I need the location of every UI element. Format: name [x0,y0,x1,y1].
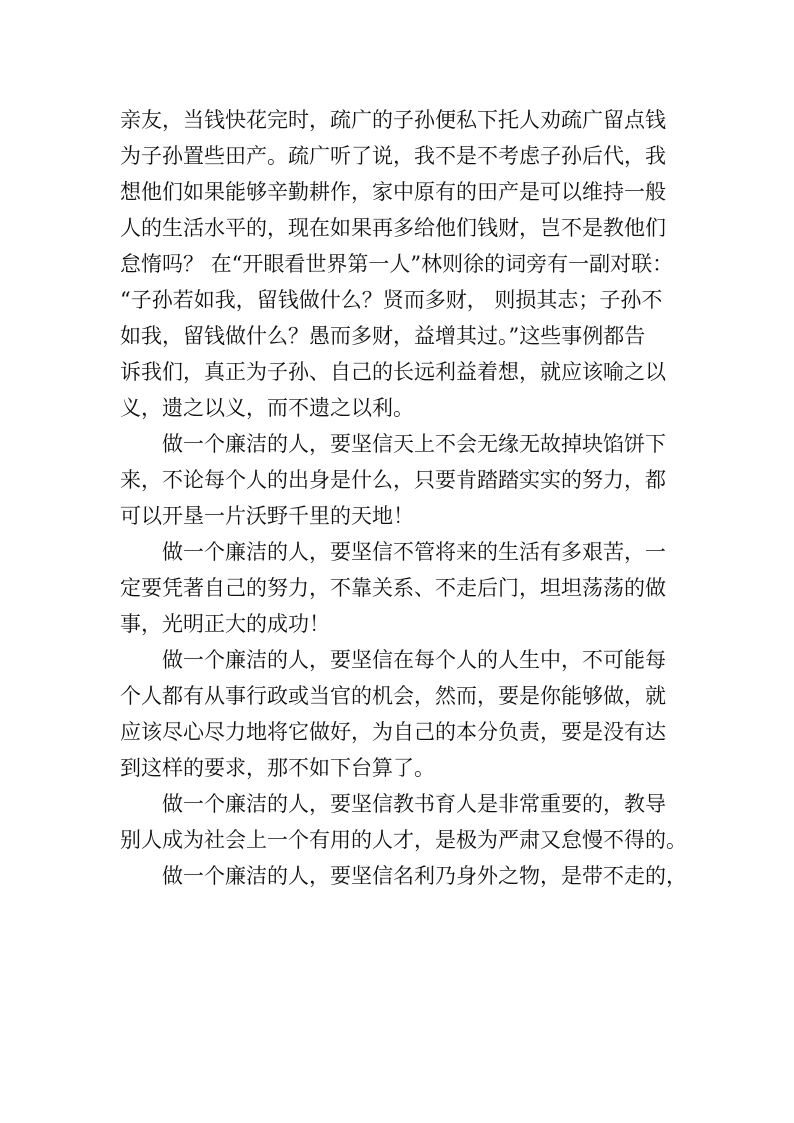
text-line: 亲友，当钱快花完时，疏广的子孙便私下托人劝疏广留点钱 [120,108,666,132]
text-line: 怠惰吗？ 在“开眼看世界第一人”林则徐的词旁有一副对联： [120,252,674,276]
paragraph-first-line: 做一个廉洁的人，要坚信天上不会无缘无故掉块馅饼下 [162,432,666,456]
text-line: 到这样的要求，那不如下台算了。 [120,756,435,780]
text-line: 义，遗之以义，而不遗之以利。 [120,396,414,420]
text-line: 可以开垦一片沃野千里的天地！ [120,504,414,528]
text-line: 想他们如果能够辛勤耕作，家中原有的田产是可以维持一般 [120,180,666,204]
text-line: 个人都有从事行政或当官的机会，然而，要是你能够做，就 [120,684,666,708]
text-line: 为子孙置些田产。疏广听了说，我不是不考虑子孙后代，我 [120,144,666,168]
text-line: “子孙若如我，留钱做什么？贤而多财， 则损其志；子孙不 [120,288,663,312]
paragraph-first-line: 做一个廉洁的人，要坚信教书育人是非常重要的，教导 [162,792,666,816]
text-line: 定要凭著自己的努力，不靠关系、不走后门，坦坦荡荡的做 [120,576,666,600]
document-body [120,102,687,894]
text-line: 来，不论每个人的出身是什么，只要肯踏踏实实的努力，都 [120,468,666,492]
paragraph-first-line: 做一个廉洁的人，要坚信不管将来的生活有多艰苦，一 [162,540,666,564]
paragraph-first-line: 做一个廉洁的人，要坚信在每个人的人生中，不可能每 [162,648,666,672]
text-line: 别人成为社会上一个有用的人才，是极为严肃又怠慢不得的。 [120,828,687,852]
text-line: 诉我们，真正为子孙、自己的长远利益着想，就应该喻之以 [120,360,666,384]
text-line: 事，光明正大的成功！ [120,612,330,636]
paragraph-first-line: 做一个廉洁的人，要坚信名利乃身外之物，是带不走的， [162,864,687,888]
text-line: 如我，留钱做什么？愚而多财，益增其过。”这些事例都告 [120,324,646,348]
text-line: 应该尽心尽力地将它做好，为自己的本分负责，要是没有达 [120,720,666,744]
text-line: 人的生活水平的，现在如果再多给他们钱财，岂不是教他们 [120,216,666,240]
